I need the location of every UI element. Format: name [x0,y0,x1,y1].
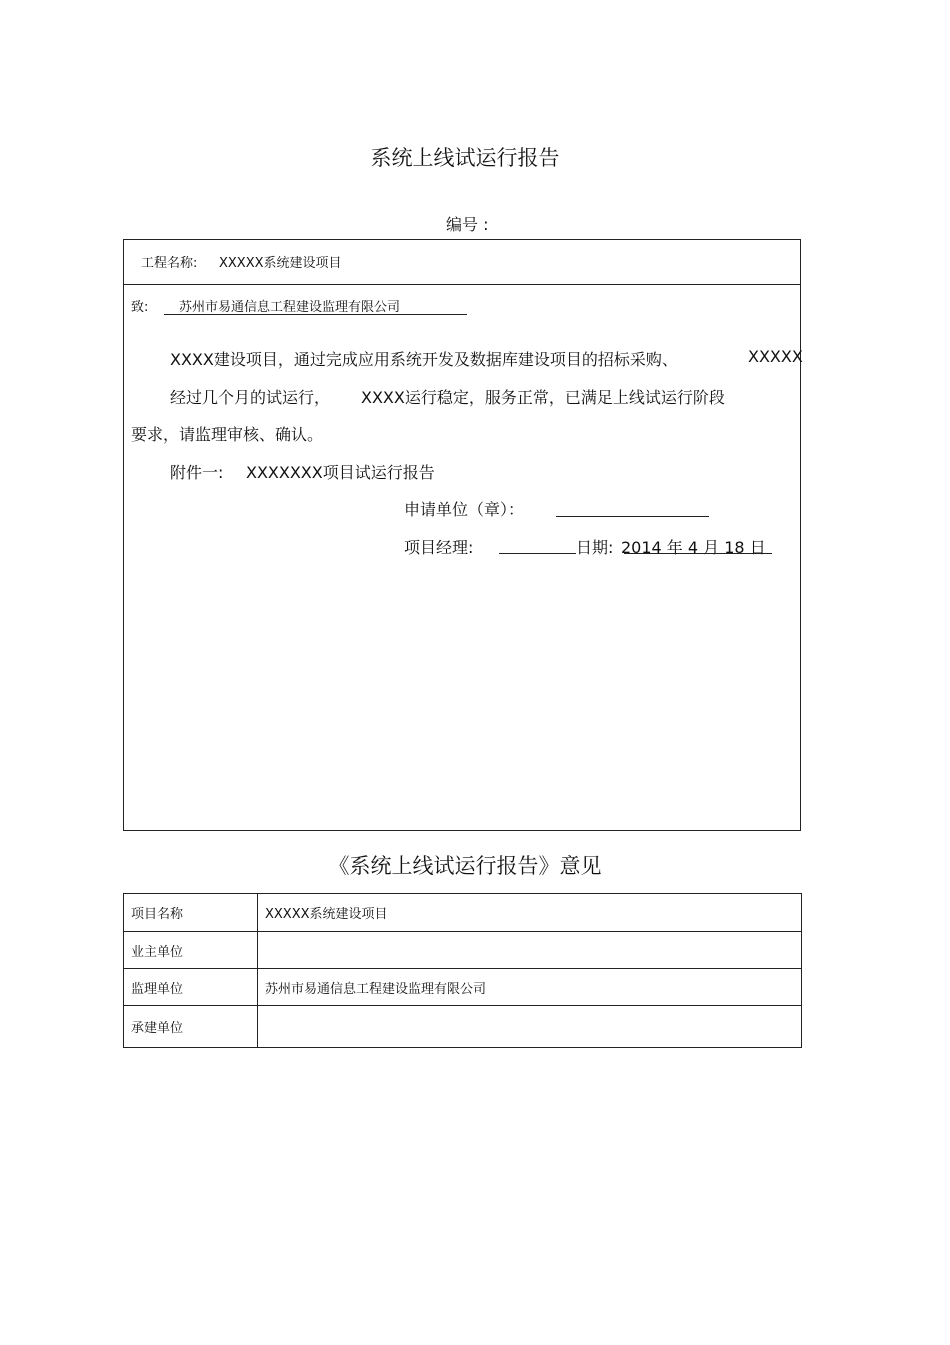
date-underline [624,553,772,554]
project-name-row [124,240,800,285]
project-name-value: XXXXX系统建设项目 [219,256,342,271]
applicant-label: 申请单位（章）： [404,500,525,519]
addressee-underline [164,314,467,315]
table-row [124,932,802,969]
opinion-table [123,893,802,1048]
row-label: 监理单位 [124,969,258,1006]
addressee-label: 致: [131,300,149,315]
row-value [258,1006,802,1048]
row-value: 苏州市易通信息工程建设监理有限公司 [258,969,802,1006]
table-row [124,894,802,932]
table-row [124,1006,802,1048]
row-value: XXXXX系统建设项目 [258,894,802,932]
manager-signature-line [499,553,576,554]
document-number-label: 编号 : [446,215,489,234]
body-line-2-cont: XXXX运行稳定，服务正常，已满足上线试运行阶段 [361,388,725,407]
attachment-value: XXXXXXX项目试运行报告 [246,463,435,482]
project-name-label: 工程名称: [141,256,198,271]
date-label: 日期: [576,538,614,557]
attachment-label: 附件一: [170,463,224,482]
row-value [258,932,802,969]
body-line-3: 要求，请监理审核、确认。 [131,425,324,444]
body-line-1-end: XXXXX [748,347,803,366]
row-label: 承建单位 [124,1006,258,1048]
table-row [124,969,802,1006]
opinion-title: 《系统上线试运行报告》意见 [328,854,602,878]
date-value: 2014 年 4 月 18 日 [621,538,766,557]
body-line-2: 经过几个月的试运行， [170,388,331,407]
row-label: 项目名称 [124,894,258,932]
application-form [123,239,801,831]
document-title: 系统上线试运行报告 [370,146,560,170]
body-line-1: XXXX建设项目，通过完成应用系统开发及数据库建设项目的招标采购、 [170,350,678,369]
manager-label: 项目经理: [404,538,474,557]
applicant-signature-line [556,516,709,517]
addressee-value: 苏州市易通信息工程建设监理有限公司 [179,300,401,315]
row-label: 业主单位 [124,932,258,969]
